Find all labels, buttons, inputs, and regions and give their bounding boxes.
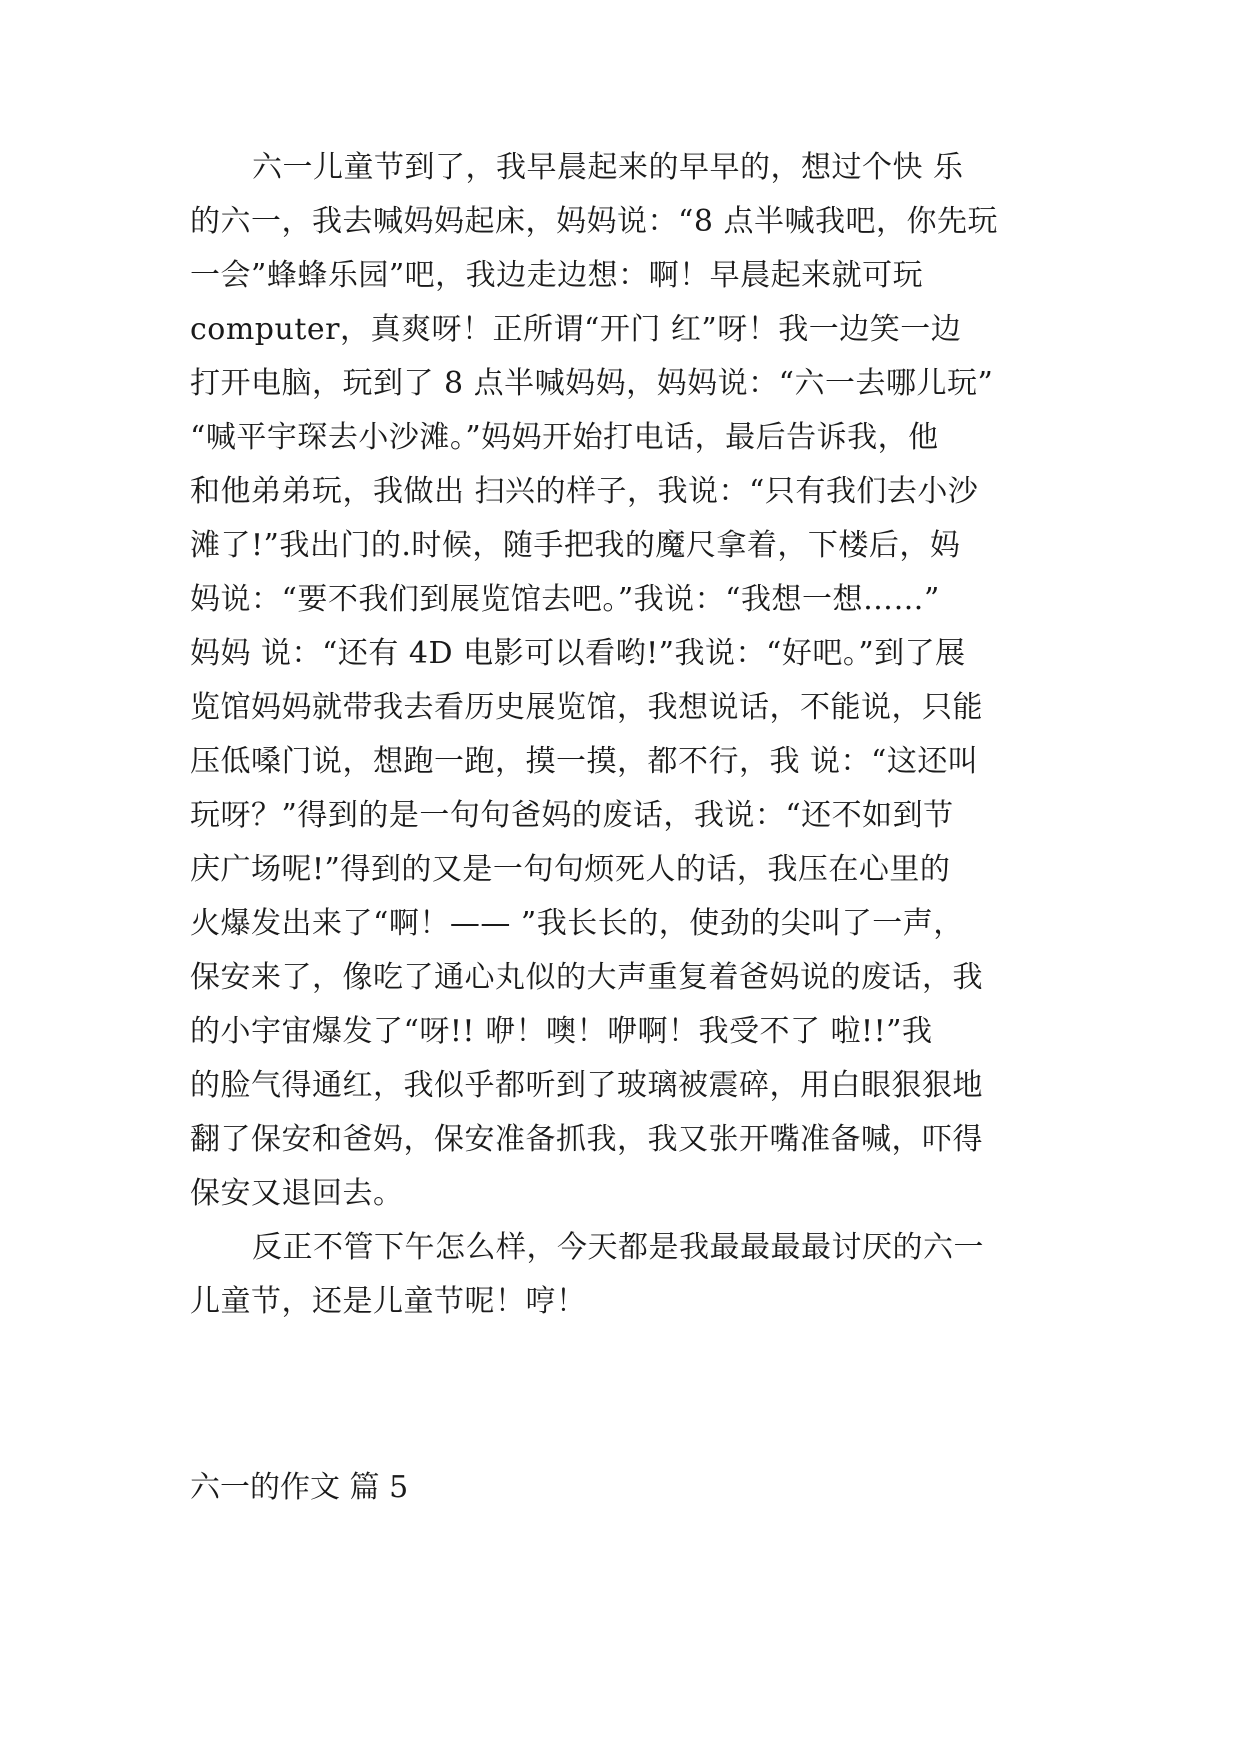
paragraph-1-line-2: 的六一，我去喊妈妈起床，妈妈说：“8 点半喊我吧，你先玩 bbox=[190, 204, 998, 239]
paragraph-1-line-19: 翻了保安和爸妈，保安准备抓我，我又张开嘴准备喊，吓得 bbox=[190, 1122, 983, 1157]
paragraph-1-line-10: 妈妈 说：“还有 4D 电影可以看哟!”我说：“好吧。”到了展 bbox=[190, 636, 966, 671]
paragraph-1-line-18: 的脸气得通红，我似乎都听到了玻璃被震碎，用白眼狠狠地 bbox=[190, 1068, 983, 1103]
paragraph-1-line-15: 火爆发出来了“啊！—— ”我长长的，使劲的尖叫了一声， bbox=[190, 906, 964, 941]
paragraph-1-line-11: 览馆妈妈就带我去看历史展览馆，我想说话，不能说，只能 bbox=[190, 690, 983, 725]
paragraph-1-line-1: 六一儿童节到了，我早晨起来的早早的，想过个快 乐 bbox=[252, 150, 964, 185]
paragraph-1-line-9: 妈说：“要不我们到展览馆去吧。”我说：“我想一想……” bbox=[190, 582, 940, 617]
paragraph-1-line-3: 一会”蜂蜂乐园”吧，我边走边想：啊！早晨起来就可玩 bbox=[190, 258, 924, 293]
paragraph-1-line-6: “喊平宇琛去小沙滩。”妈妈开始打电话，最后告诉我，他 bbox=[190, 420, 939, 455]
paragraph-1-line-16: 保安来了，像吃了通心丸似的大声重复着爸妈说的废话，我 bbox=[190, 960, 983, 995]
paragraph-1-line-12: 压低嗓门说，想跑一跑，摸一摸，都不行，我 说：“这还叫 bbox=[190, 744, 979, 779]
section-heading: 六一的作文 篇 5 bbox=[190, 1470, 409, 1505]
paragraph-1-line-14: 庆广场呢!”得到的又是一句句烦死人的话，我压在心里的 bbox=[190, 852, 951, 887]
paragraph-1-line-17: 的小宇宙爆发了“呀!! 咿！噢！咿啊！我受不了 啦!!”我 bbox=[190, 1014, 933, 1049]
paragraph-1-line-13: 玩呀？”得到的是一句句爸妈的废话，我说：“还不如到节 bbox=[190, 798, 954, 833]
paragraph-1-line-5: 打开电脑，玩到了 8 点半喊妈妈，妈妈说：“六一去哪儿玩” bbox=[190, 366, 994, 401]
paragraph-2-line-1: 反正不管下午怎么样，今天都是我最最最最讨厌的六一 bbox=[252, 1230, 984, 1265]
paragraph-1-line-7: 和他弟弟玩，我做出 扫兴的样子，我说：“只有我们去小沙 bbox=[190, 474, 979, 509]
paragraph-1-line-20: 保安又退回去。 bbox=[190, 1176, 404, 1211]
paragraph-2-line-2: 儿童节，还是儿童节呢！哼！ bbox=[190, 1284, 587, 1319]
paragraph-1-line-4: computer，真爽呀！正所谓“开门 红”呀！我一边笑一边 bbox=[190, 312, 962, 347]
paragraph-1-line-8: 滩了!”我出门的.时候，随手把我的魔尺拿着，下楼后，妈 bbox=[190, 528, 961, 563]
